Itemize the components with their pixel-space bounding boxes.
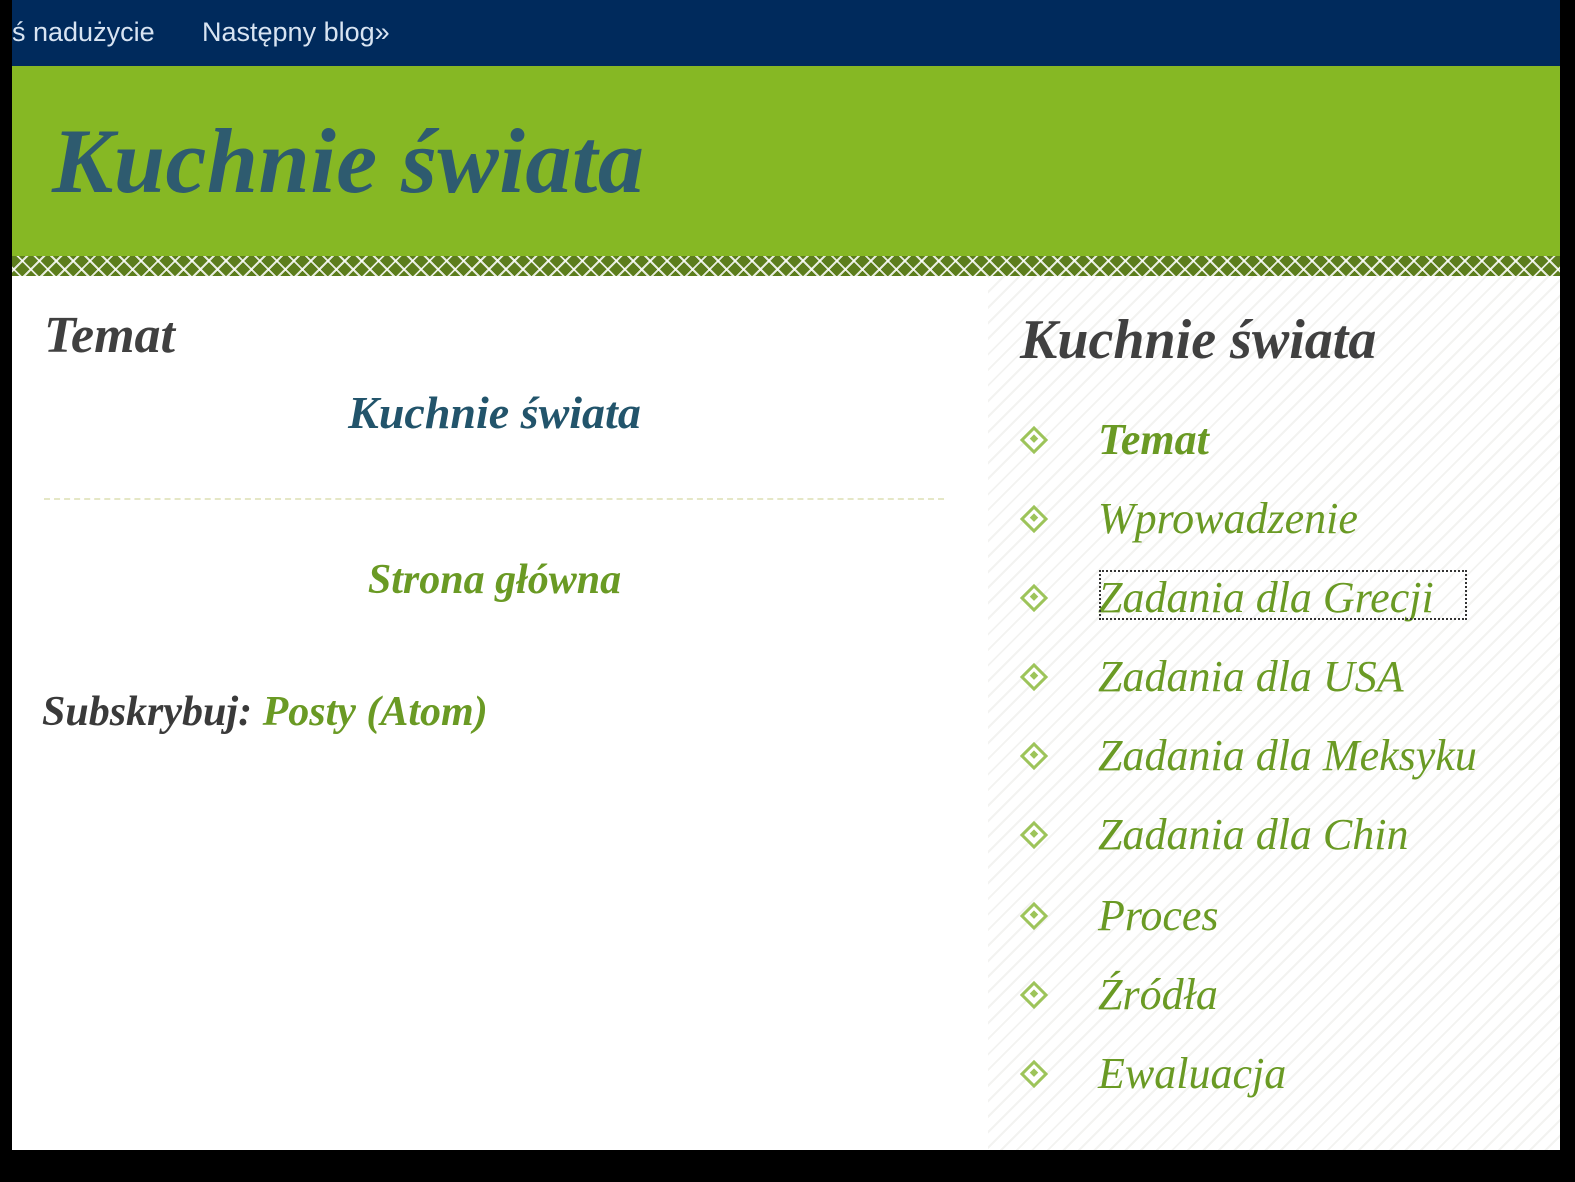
sidebar-item-label: Zadania dla USA <box>1098 652 1404 701</box>
sidebar-item-zadania-chiny[interactable] <box>1020 809 1550 869</box>
report-abuse-link[interactable]: ś nadużycie <box>12 17 155 47</box>
sidebar-item-label: Zadania dla Chin <box>1098 810 1409 859</box>
post-separator <box>44 498 944 500</box>
sidebar-item-zadania-meksyk[interactable] <box>1020 730 1550 790</box>
diamond-bullet-icon <box>1020 981 1048 1009</box>
sidebar-item-proces[interactable] <box>1020 890 1550 950</box>
sidebar-item-label: Proces <box>1098 891 1219 940</box>
post-title: Kuchnie świata <box>348 387 641 438</box>
main-column <box>12 276 972 1150</box>
blog-header <box>12 66 1560 264</box>
home-link[interactable]: Strona główna <box>367 557 622 603</box>
subscribe-line <box>42 688 488 736</box>
section-heading: Temat <box>44 307 175 364</box>
sidebar-item-label: Temat <box>1098 415 1209 464</box>
header-divider <box>12 256 1560 276</box>
blogger-navbar <box>12 0 1560 66</box>
diamond-bullet-icon <box>1020 821 1048 849</box>
page-frame <box>12 0 1560 1150</box>
sidebar-title: Kuchnie świata <box>1020 309 1377 371</box>
sidebar-item-label: Zadania dla Grecji <box>1098 573 1434 622</box>
diamond-bullet-icon <box>1020 505 1048 533</box>
sidebar-item-label: Wprowadzenie <box>1098 494 1358 543</box>
sidebar-item-zrodla[interactable] <box>1020 969 1550 1029</box>
subscribe-label: Subskrybuj: <box>42 689 253 735</box>
sidebar <box>988 276 1560 1150</box>
sidebar-item-temat[interactable] <box>1020 414 1550 474</box>
blog-title[interactable]: Kuchnie świata <box>52 110 645 212</box>
sidebar-item-label: Źródła <box>1098 970 1218 1019</box>
diamond-bullet-icon <box>1020 742 1048 770</box>
sidebar-item-zadania-grecja[interactable] <box>1020 572 1550 632</box>
diamond-bullet-icon <box>1020 426 1048 454</box>
diamond-bullet-icon <box>1020 663 1048 691</box>
diamond-bullet-icon <box>1020 584 1048 612</box>
sidebar-item-zadania-usa[interactable] <box>1020 651 1550 711</box>
diamond-bullet-icon <box>1020 902 1048 930</box>
sidebar-item-wprowadzenie[interactable] <box>1020 493 1550 553</box>
subscribe-atom-link[interactable]: Posty (Atom) <box>262 689 488 735</box>
sidebar-item-ewaluacja[interactable] <box>1020 1048 1550 1108</box>
diamond-bullet-icon <box>1020 1060 1048 1088</box>
sidebar-item-label: Zadania dla Meksyku <box>1098 731 1477 780</box>
sidebar-item-label: Ewaluacja <box>1098 1049 1287 1098</box>
next-blog-link[interactable]: Następny blog» <box>202 17 390 47</box>
